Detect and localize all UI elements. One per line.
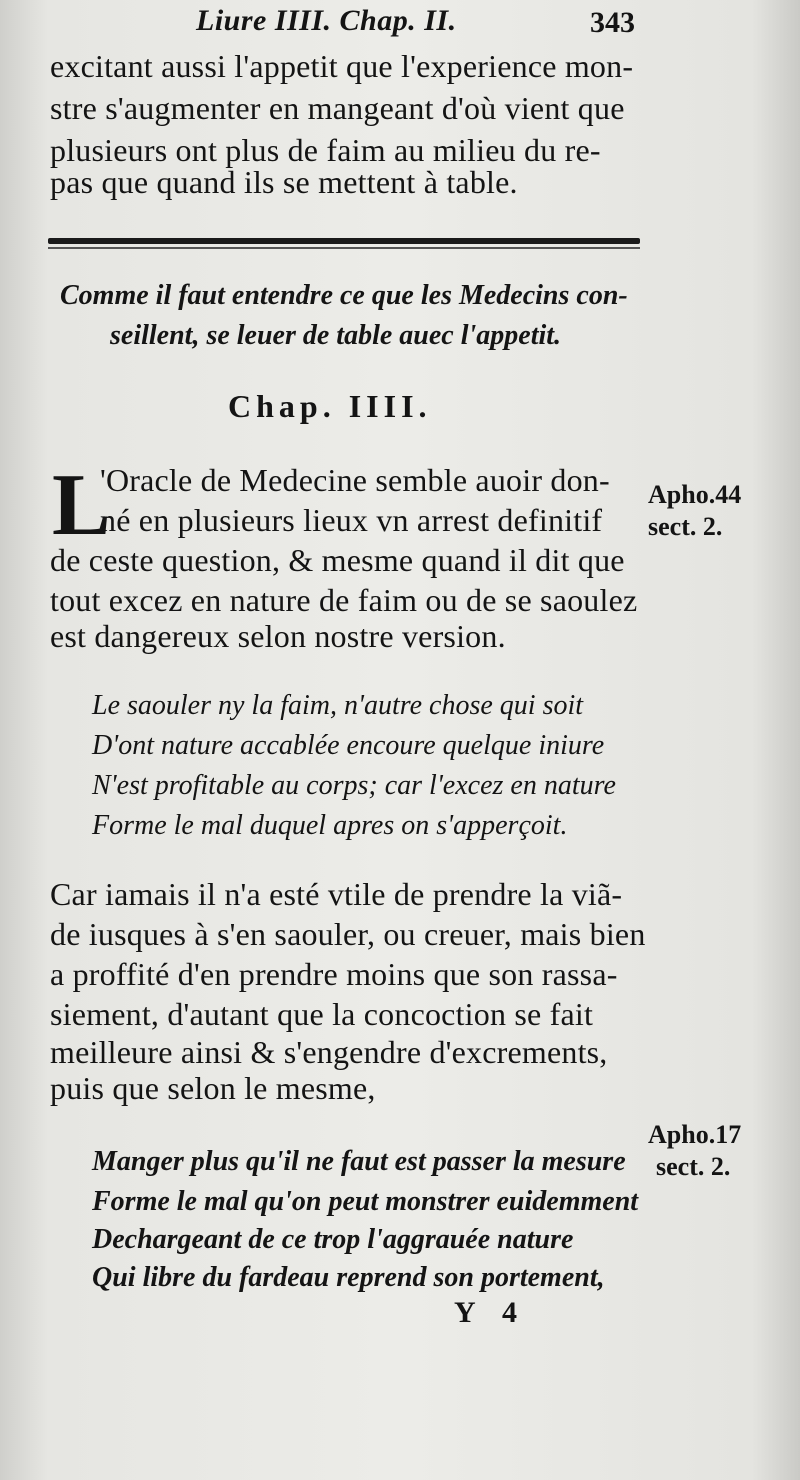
title-line: Comme il faut entendre ce que les Medecins con- — [60, 280, 628, 311]
text-line: tout excez en nature de faim ou de se saoulez — [50, 582, 638, 618]
text-line: plusieurs ont plus de faim au milieu du re- — [50, 132, 601, 168]
verse-line: N'est profitable au corps; car l'excez en nature — [92, 770, 616, 801]
verse-line: Le saouler ny la faim, n'autre chose qui soit — [92, 690, 584, 721]
drop-cap: L — [52, 457, 111, 554]
text-line: 'Oracle de Medecine semble auoir don- — [100, 462, 610, 498]
page-number: 343 — [590, 6, 635, 39]
title-line: seillent, se leuer de table auec l'appetit. — [110, 320, 562, 351]
margin-note-2-ref: Apho.17 — [648, 1120, 742, 1149]
verse-line: Dechargeant de ce trop l'aggrauée nature — [92, 1224, 574, 1255]
signature-mark: Y 4 — [454, 1296, 528, 1329]
text-line: meilleure ainsi & s'engendre d'excrements, — [50, 1034, 608, 1070]
text-line: excitant aussi l'appetit que l'experience mon- — [50, 48, 634, 84]
text-line: de iusques à s'en saouler, ou creuer, mais bien — [50, 916, 646, 952]
text-line: stre s'augmenter en mangeant d'où vient que — [50, 90, 625, 126]
text-line: est dangereux selon nostre version. — [50, 618, 506, 654]
text-line: de ceste question, & mesme quand il dit que — [50, 542, 625, 578]
text-line: puis que selon le mesme, — [50, 1070, 376, 1106]
verse-line: Forme le mal qu'on peut monstrer euidemment — [92, 1186, 639, 1217]
verse-line: Forme le mal duquel apres on s'apperçoit. — [92, 810, 568, 841]
chapter-heading: Chap. IIII. — [228, 388, 432, 424]
section-divider — [48, 238, 640, 244]
verse-line: D'ont nature accablée encoure quelque iniure — [92, 730, 605, 761]
margin-note-1-section: sect. 2. — [648, 512, 723, 541]
text-line: pas que quand ils se mettent à table. — [50, 164, 518, 200]
running-title: Liure IIII. Chap. II. — [196, 4, 457, 37]
margin-note-1-ref: Apho.44 — [648, 480, 742, 509]
text-line: Car iamais il n'a esté vtile de prendre la viã- — [50, 876, 623, 912]
section-divider-thin — [48, 247, 640, 249]
text-line: né en plusieurs lieux vn arrest definitif — [100, 502, 603, 538]
text-line: siement, d'autant que la concoction se fait — [50, 996, 594, 1032]
verse-line: Qui libre du fardeau reprend son portement, — [92, 1262, 605, 1293]
margin-note-2-section: sect. 2. — [656, 1152, 731, 1181]
verse-line: Manger plus qu'il ne faut est passer la mesure — [92, 1146, 626, 1177]
text-line: a proffité d'en prendre moins que son rassa- — [50, 956, 618, 992]
